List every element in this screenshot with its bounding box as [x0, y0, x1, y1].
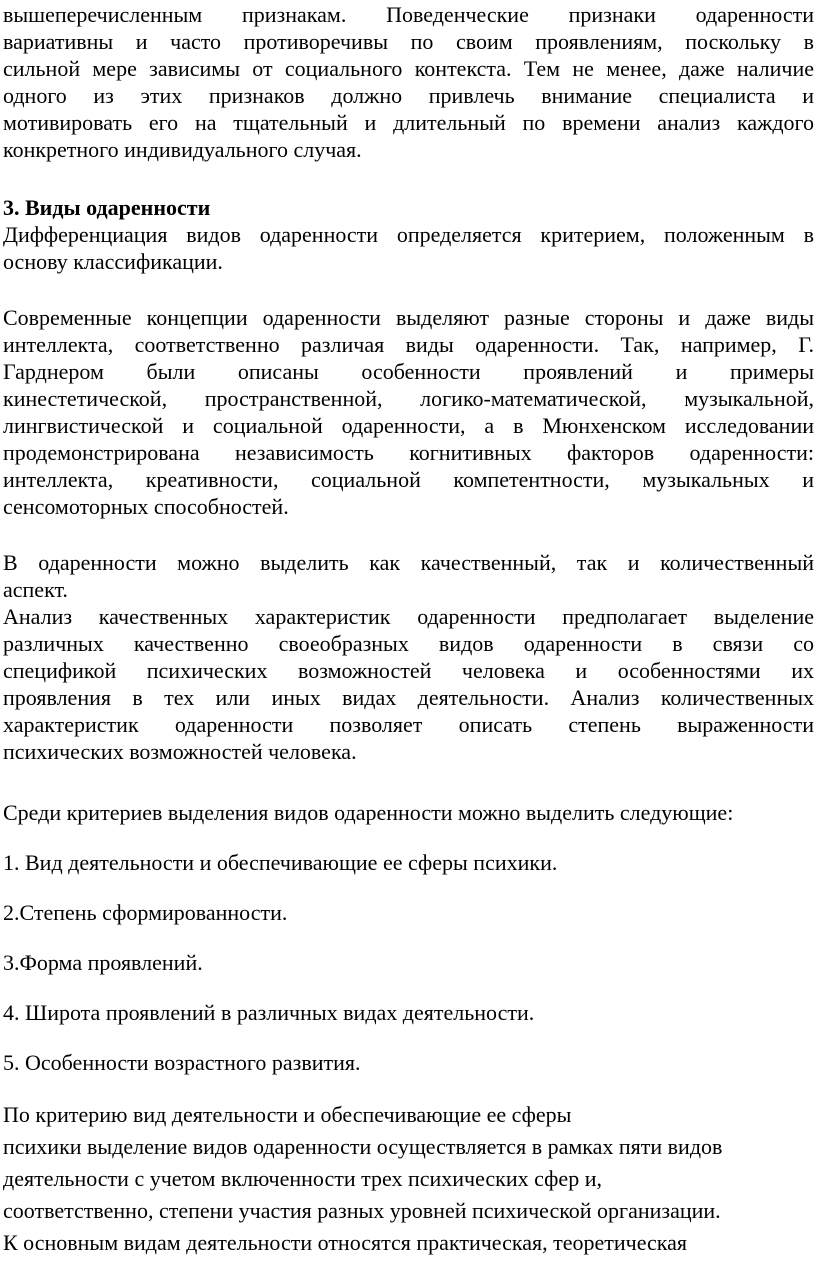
list-item-manifestation-form: 3.Форма проявлений. — [3, 950, 203, 975]
text-line: К основным видам деятельности относятся практическая, теоретическая — [3, 1230, 688, 1255]
paragraph-behavioral-signs — [3, 1, 814, 163]
text-line: В одаренности можно выделить как качественный, так и количественный — [3, 550, 814, 575]
text-line: вышеперечисленным признакам. Поведенческие признаки одаренности — [3, 2, 814, 27]
text-line: основу классификации. — [3, 249, 223, 274]
paragraph-modern-concepts — [3, 304, 814, 520]
paragraph-group-quality-quantity — [3, 549, 814, 765]
text-line: характеристик одаренности позволяет описать степень выраженности — [3, 712, 814, 737]
text-line: Анализ качественных характеристик одаренности предполагает выделение — [3, 604, 814, 629]
list-item-formation-degree: 2.Степень сформированности. — [3, 900, 288, 925]
paragraph-qualitative-quantitative-aspect — [3, 549, 814, 603]
text-line: сенсомоторных способностей. — [3, 494, 289, 519]
text-line: психики выделение видов одаренности осуществляется в рамках пяти видов — [3, 1134, 723, 1159]
text-line: деятельности с учетом включенности трех психических сфер и, — [3, 1166, 602, 1191]
paragraph-activity-criterion — [3, 1099, 814, 1259]
text-line: вариативны и часто противоречивы по своим проявлениям, поскольку в — [3, 29, 814, 54]
list-item-activity-type: 1. Вид деятельности и обеспечивающие ее сферы психики. — [3, 850, 558, 875]
list-item-manifestation-breadth: 4. Широта проявлений в различных видах деятельности. — [3, 1000, 535, 1025]
text-line: Современные концепции одаренности выделяют разные стороны и даже виды — [3, 305, 814, 330]
text-line: сильной мере зависимы от социального контекста. Тем не менее, даже наличие — [3, 56, 814, 81]
section-heading-types-of-giftedness: 3. Виды одаренности — [3, 195, 211, 220]
list-item-age-development: 5. Особенности возрастного развития. — [3, 1050, 361, 1075]
text-line: аспект. — [3, 577, 68, 602]
text-line: интеллекта, соответственно различая виды одаренности. Так, например, Г. — [3, 332, 814, 357]
text-line: различных качественно своеобразных видов одаренности в связи со — [3, 631, 814, 656]
paragraph-differentiation — [3, 221, 814, 275]
text-line: мотивировать его на тщательный и длительный по времени анализ каждого — [3, 110, 814, 135]
text-line: Дифференциация видов одаренности определяется критерием, положенным в — [3, 222, 814, 247]
text-line: психических возможностей человека. — [3, 739, 357, 764]
text-line: Гарднером были описаны особенности проявлений и примеры — [3, 359, 814, 384]
paragraph-analysis-of-characteristics — [3, 603, 814, 765]
text-line: проявления в тех или иных видах деятельности. Анализ количественных — [3, 685, 814, 710]
paragraph-criteria-intro: Среди критериев выделения видов одаренности можно выделить следующие: — [3, 800, 734, 825]
text-line: интеллекта, креативности, социальной компетентности, музыкальных и — [3, 467, 814, 492]
text-line: конкретного индивидуального случая. — [3, 137, 362, 162]
text-line: соответственно, степени участия разных уровней психической организации. — [3, 1198, 721, 1223]
text-line: спецификой психических возможностей человека и особенностями их — [3, 658, 814, 683]
text-line: лингвистической и социальной одаренности, а в Мюнхенском исследовании — [3, 413, 814, 438]
text-line: По критерию вид деятельности и обеспечивающие ее сферы — [3, 1102, 572, 1127]
text-line: продемонстрирована независимость когнитивных факторов одаренности: — [3, 440, 814, 465]
text-line: одного из этих признаков должно привлечь внимание специалиста и — [3, 83, 814, 108]
text-line: кинестетической, пространственной, логико-математической, музыкальной, — [3, 386, 814, 411]
